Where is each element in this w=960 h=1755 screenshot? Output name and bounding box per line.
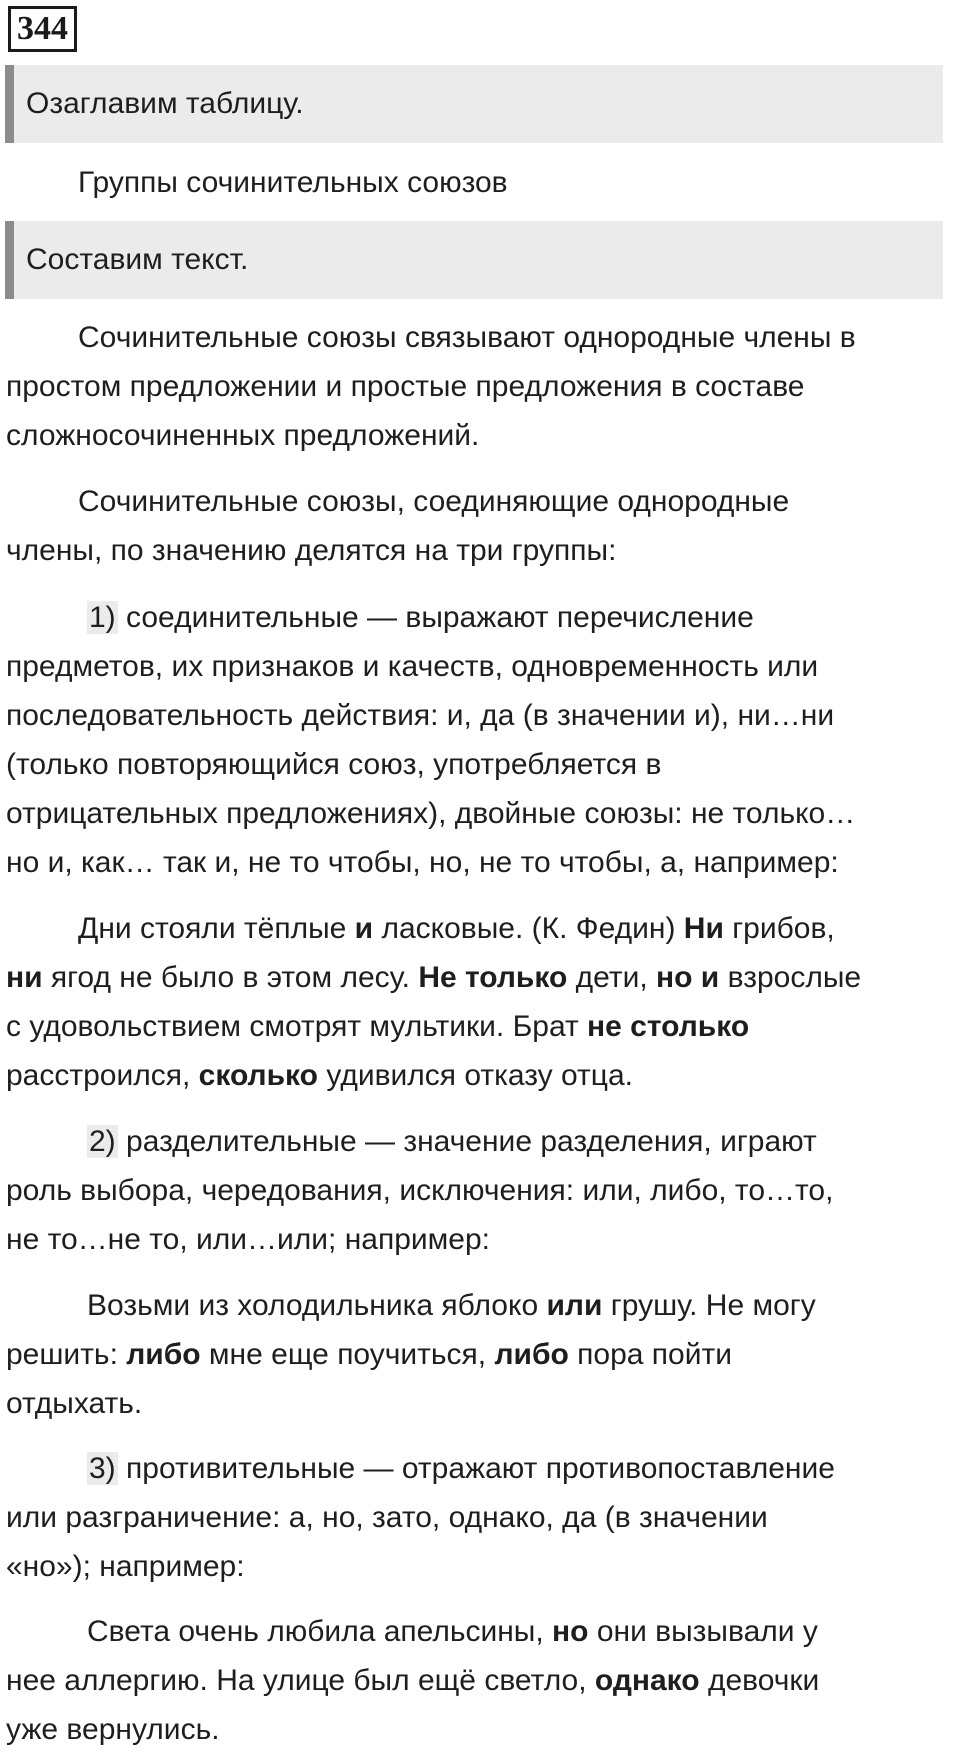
conjunction: либо [494,1338,569,1371]
group-number: 1) [89,601,116,634]
text-line: Сочинительные союзы, соединяющие однородные [78,485,790,518]
paragraph-example-2 [6,1281,954,1428]
conjunction: но и [656,961,720,994]
text-fragment: Света очень любила апельсины, [87,1615,553,1648]
text-line: не то…не то, или…или; например: [6,1223,490,1256]
text-line [6,1656,954,1705]
conjunction: сколько [198,1059,318,1092]
text-line: отрицательных предложениях), двойные союзы: не только… [6,797,856,830]
text-fragment: решить: [6,1338,127,1371]
conjunction: ни [6,961,43,994]
text-fragment: ласковые. (К. Федин) [373,912,684,945]
group-number: 3) [89,1452,116,1485]
text-fragment: удивился отказу отца. [317,1059,633,1092]
text-line: или разграничение: а, но, зато, однако, да (в значении [6,1501,768,1534]
text-line [6,1444,954,1493]
paragraph-group-3 [6,1444,954,1591]
conjunction: либо [126,1338,201,1371]
task-number: 344 [8,6,77,52]
text-line: (только повторяющийся союз, употребляется в [6,748,662,781]
group-number: 2) [89,1125,116,1158]
text-line: «но»); например: [6,1550,245,1583]
text-fragment: ягод не было в этом лесу. [42,961,419,994]
text-fragment: расстроился, [6,1059,199,1092]
text-line: сложносочиненных предложений. [6,419,480,452]
paragraph-group-2 [6,1117,954,1264]
text-fragment: девочки [699,1664,820,1697]
table-title: Группы сочинительных союзов [78,166,508,199]
paragraph-example-3 [6,1607,954,1754]
conjunction: Не только [418,961,568,994]
text-fragment: с удовольствием смотрят мультики. Брат [6,1010,588,1043]
text-fragment: грушу. Не могу [602,1289,816,1322]
text-line [6,593,954,642]
text-fragment: дети, [567,961,657,994]
paragraph-intro [6,313,954,460]
text-fragment: противительные — отражают противопоставление [126,1452,835,1485]
conjunction: Ни [683,912,724,945]
text-line: простом предложении и простые предложения в составе [6,370,805,403]
paragraph-groups-intro [6,477,954,575]
conjunction: но [552,1615,589,1648]
section-text-heading: Составим текст. [5,221,943,299]
text-line [6,1051,954,1100]
text-fragment: Дни стояли тёплые [78,912,355,945]
text-line [6,1607,954,1656]
conjunction: или [546,1289,603,1322]
text-line: последовательность действия: и, да (в значении и), ни…ни [6,699,835,732]
text-line: члены, по значению делятся на три группы: [6,534,617,567]
text-line: уже вернулись. [6,1713,220,1746]
text-line: отдыхать. [6,1387,143,1420]
text-fragment: взрослые [719,961,862,994]
text-fragment: они вызывали у [588,1615,818,1648]
text-line [6,953,954,1002]
text-fragment: соединительные — выражают перечисление [126,601,754,634]
text-line: предметов, их признаков и качеств, одновременность или [6,650,819,683]
text-fragment: Возьми из холодильника яблоко [87,1289,547,1322]
conjunction: и [354,912,374,945]
text-line [6,1002,954,1051]
paragraph-group-1 [6,593,954,887]
text-line [6,1117,954,1166]
text-line: но и, как… так и, не то чтобы, но, не то чтобы, а, например: [6,846,839,879]
conjunction: однако [594,1664,700,1697]
text-fragment: пора пойти [568,1338,732,1371]
text-line: Сочинительные союзы связывают однородные члены в [78,321,856,354]
text-fragment: нее аллергию. На улице был ещё светло, [6,1664,595,1697]
conjunction: не столько [587,1010,750,1043]
text-line: роль выбора, чередования, исключения: или, либо, то…то, [6,1174,834,1207]
text-line [6,1330,954,1379]
paragraph-example-1 [6,904,954,1100]
text-line [6,904,954,953]
section-title-heading: Озаглавим таблицу. [5,65,943,143]
text-fragment: мне еще поучиться, [200,1338,495,1371]
text-line [6,1281,954,1330]
text-fragment: разделительные — значение разделения, играют [126,1125,817,1158]
text-fragment: грибов, [723,912,835,945]
